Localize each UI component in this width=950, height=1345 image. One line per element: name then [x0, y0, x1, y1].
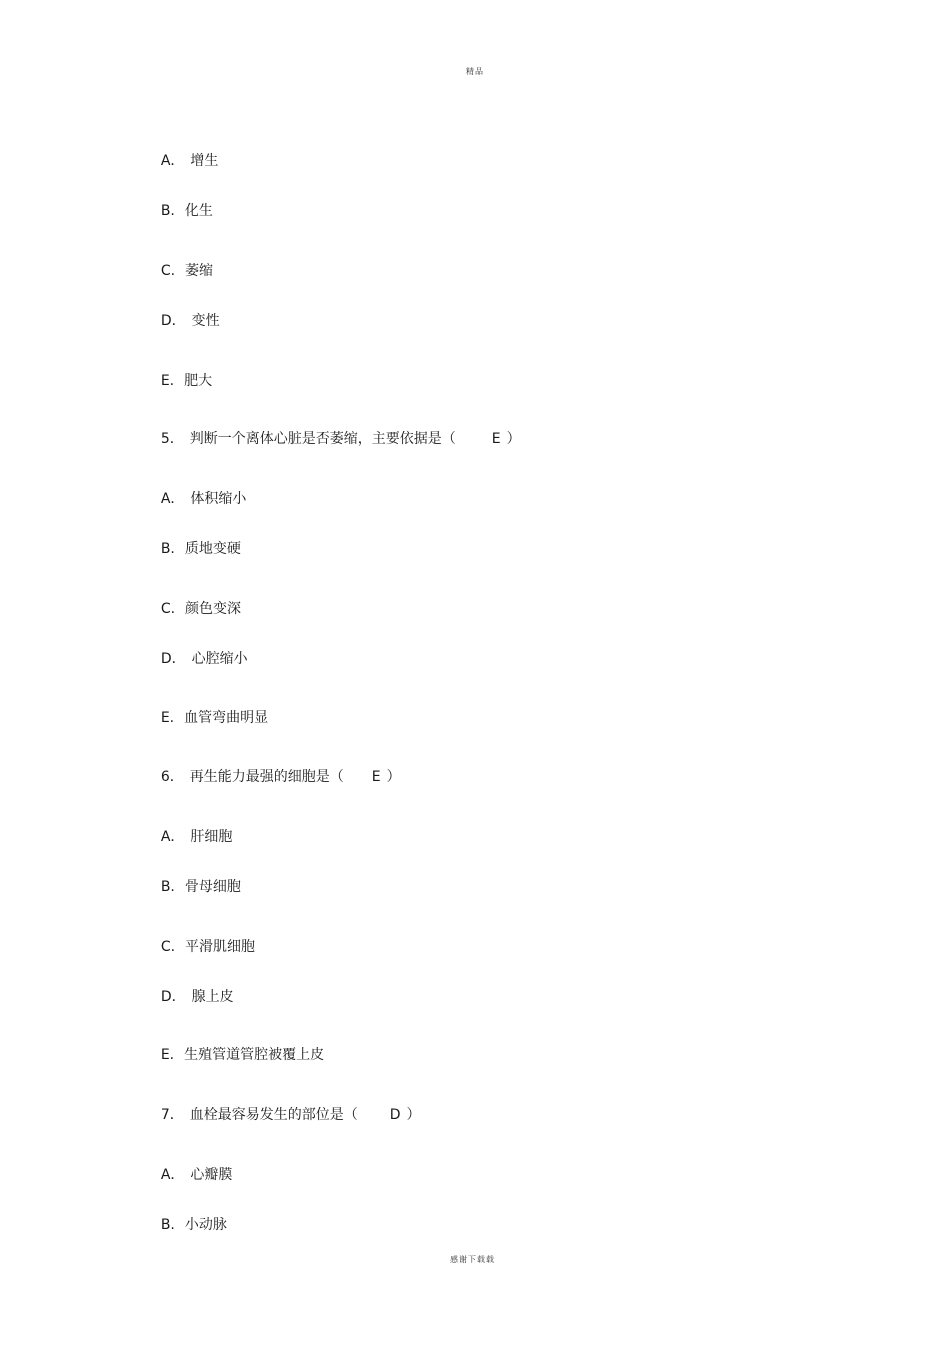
option-line: [143, 632, 248, 686]
option-line: [143, 294, 220, 348]
question-line: [143, 750, 401, 804]
option-label: E.: [160, 373, 175, 389]
answer-close-paren: ）: [406, 1107, 421, 1123]
question-line: [143, 1088, 421, 1142]
option-text: 肝细胞: [190, 829, 233, 845]
option-text: 增生: [190, 153, 219, 169]
option-text: 血管弯曲明显: [184, 710, 269, 726]
option-text: 生殖管道管腔被覆上皮: [184, 1047, 325, 1063]
question-text: 再生能力最强的细胞是（: [189, 769, 344, 785]
answer-close-paren: ）: [386, 769, 401, 785]
option-line: [143, 860, 241, 914]
option-label: B.: [160, 879, 175, 895]
answer-letter: E: [371, 769, 381, 785]
option-label: E.: [160, 710, 175, 726]
option-text: 质地变硬: [184, 541, 241, 557]
option-line: [143, 1198, 227, 1252]
option-label: A．: [160, 1167, 185, 1183]
option-text: 肥大: [184, 373, 213, 389]
question-number: 5．: [160, 431, 184, 447]
option-label: B.: [160, 1217, 175, 1233]
option-line: [143, 244, 213, 298]
header-watermark: 精品: [466, 67, 484, 76]
answer-close-paren: ）: [506, 431, 521, 447]
option-label: D．: [160, 651, 186, 667]
option-text: 颜色变深: [185, 601, 242, 617]
option-label: D．: [160, 313, 186, 329]
option-text: 体积缩小: [190, 491, 247, 507]
option-label: E.: [160, 1047, 175, 1063]
answer-letter: D: [389, 1107, 401, 1123]
option-label: C.: [160, 601, 176, 617]
option-line: [143, 810, 232, 864]
option-text: 腺上皮: [191, 989, 234, 1005]
option-line: [143, 354, 212, 408]
option-text: 骨母细胞: [184, 879, 241, 895]
option-label: B.: [160, 203, 175, 219]
option-label: A．: [160, 829, 185, 845]
option-text: 萎缩: [185, 263, 214, 279]
option-text: 心瓣膜: [190, 1167, 233, 1183]
option-label: C.: [160, 263, 176, 279]
option-label: C.: [160, 939, 176, 955]
option-text: 平滑肌细胞: [185, 939, 256, 955]
option-line: [143, 920, 255, 974]
answer-letter: E: [491, 431, 501, 447]
option-label: B.: [160, 541, 175, 557]
option-line: [143, 522, 241, 576]
option-text: 变性: [191, 313, 220, 329]
option-line: [143, 1148, 232, 1202]
question-line: [143, 412, 521, 466]
option-line: [143, 691, 268, 745]
question-number: 6．: [160, 769, 184, 785]
option-line: [143, 134, 218, 188]
question-number: 7．: [160, 1107, 184, 1123]
option-text: 心腔缩小: [191, 651, 248, 667]
option-line: [143, 184, 213, 238]
option-line: [143, 1028, 324, 1082]
option-label: A．: [160, 153, 185, 169]
option-label: A．: [160, 491, 185, 507]
option-text: 化生: [184, 203, 213, 219]
question-text: 判断一个离体心脏是否萎缩，主要依据是（: [189, 431, 456, 447]
option-line: [143, 970, 234, 1024]
footer-watermark: 感谢下载载: [450, 1255, 495, 1264]
option-line: [143, 582, 241, 636]
question-text: 血栓最容易发生的部位是（: [189, 1107, 358, 1123]
option-text: 小动脉: [184, 1217, 227, 1233]
option-line: [143, 472, 246, 526]
option-label: D．: [160, 989, 186, 1005]
